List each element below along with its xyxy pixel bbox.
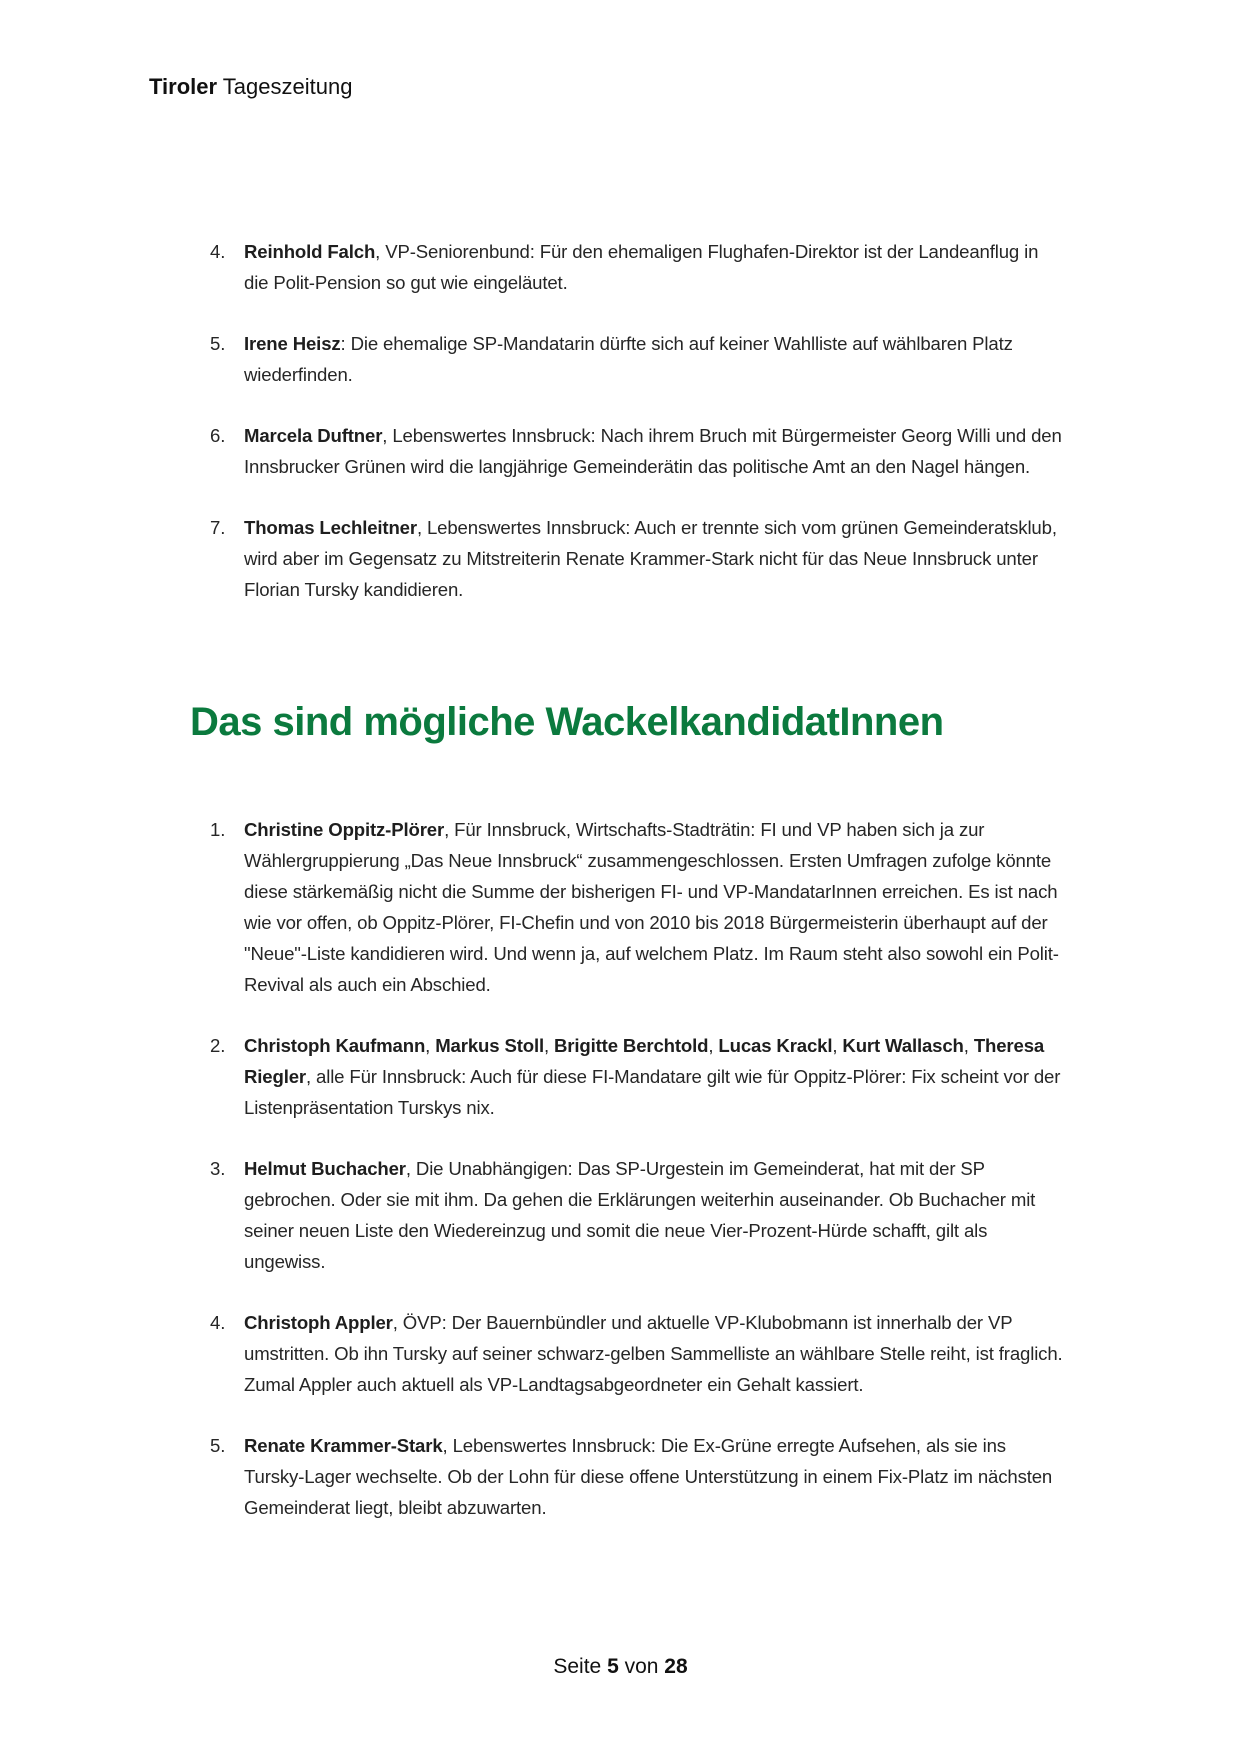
person-name: Markus Stoll xyxy=(435,1035,544,1056)
footer-middle: von xyxy=(624,1655,659,1678)
item-text: , Die Unabhängigen: Das SP-Urgestein im Gemeinderat, hat mit der SP gebrochen. Oder sie mit ihm. Da gehen die Erklärungen weiterhin auseinander. Ob Buchacher mit seiner neuen Liste den Wiedereinzug und somit die neue Vier-Prozent-Hürde schafft, gilt als ungewiss. xyxy=(244,1158,1036,1272)
item-text: : Die ehemalige SP-Mandatarin dürfte sich auf keiner Wahlliste auf wählbaren Platz wiederfinden. xyxy=(244,333,1013,385)
item-text: , alle Für Innsbruck: Auch für diese FI-Mandatare gilt wie für Oppitz-Plörer: Fix scheint vor der Listenpräsentation Turskys nix. xyxy=(244,1066,1061,1118)
total-pages: 28 xyxy=(664,1655,688,1678)
publication-header xyxy=(149,74,352,100)
item-text: , xyxy=(425,1035,436,1056)
person-name: Irene Heisz xyxy=(244,333,341,354)
item-number: 4. xyxy=(210,241,226,262)
item-text: , Für Innsbruck, Wirtschafts-Stadträtin: FI und VP haben sich ja zur Wählergruppierung „Das Neue Innsbruck“ zusammengeschlossen. Ersten Umfragen zufolge könnte diese stärkemäßig nicht die Summe der bisherigen FI- und VP-MandatarInnen erreichen. Es ist nach wie vor offen, ob Oppitz-Plörer, FI-Chefin und von 2010 bis 2018 Bürgermeisterin überhaupt auf der "Neue"-Liste kandidieren wird. Und wenn ja, auf welchem Platz. Im Raum steht also sowohl ein Polit-Revival als auch ein Abschied. xyxy=(244,819,1059,995)
item-text: , Lebenswertes Innsbruck: Auch er trennte sich vom grünen Gemeinderatsklub, wird aber im Gegensatz zu Mitstreiterin Renate Krammer-Stark nicht für das Neue Innsbruck unter Florian Tursky kandidieren. xyxy=(244,517,1057,600)
item-text: , ÖVP: Der Bauernbündler und aktuelle VP-Klubobmann ist innerhalb der VP umstritten. Ob ihn Tursky auf seiner schwarz-gelben Sammelliste an wählbare Stelle reiht, ist fraglich. Zumal Appler auch aktuell als VP-Landtagsabgeordneter ein Gehalt kassiert. xyxy=(244,1312,1063,1395)
person-name: Christoph Appler xyxy=(244,1312,393,1333)
person-name: Thomas Lechleitner xyxy=(244,517,417,538)
person-name: Brigitte Berchtold xyxy=(554,1035,709,1056)
person-name: Helmut Buchacher xyxy=(244,1158,406,1179)
person-name: Reinhold Falch xyxy=(244,241,376,262)
list-item xyxy=(0,512,1064,605)
item-text: , VP-Seniorenbund: Für den ehemaligen Flughafen-Direktor ist der Landeanflug in die Polit-Pension so gut wie eingeläutet. xyxy=(244,241,1039,293)
item-text: , xyxy=(543,1035,555,1056)
item-text: , xyxy=(963,1035,974,1056)
list-item xyxy=(0,1430,1064,1523)
brand-bold: Tiroler xyxy=(149,74,218,99)
person-name: Theresa Riegler xyxy=(244,1035,1045,1087)
list-item xyxy=(0,236,1064,298)
list-item xyxy=(0,1307,1064,1400)
item-text: , xyxy=(708,1035,719,1056)
current-page: 5 xyxy=(607,1655,619,1678)
item-number: 3. xyxy=(210,1158,226,1179)
item-text: , Lebenswertes Innsbruck: Nach ihrem Bruch mit Bürgermeister Georg Willi und den Innsbrucker Grünen wird die langjährige Gemeinderätin das politische Amt an den Nagel hängen. xyxy=(244,425,1062,477)
list-item xyxy=(0,328,1064,390)
page-footer xyxy=(0,1655,1241,1679)
wobbly-candidates-list xyxy=(0,814,1241,1553)
person-name: Lucas Krackl xyxy=(718,1035,833,1056)
item-number: 4. xyxy=(210,1312,226,1333)
list-item xyxy=(0,1153,1064,1277)
item-number: 1. xyxy=(210,819,226,840)
section-heading: Das sind mögliche WackelkandidatInnen xyxy=(190,700,944,744)
brand-regular: Tageszeitung xyxy=(222,74,353,99)
item-text: , Lebenswertes Innsbruck: Die Ex-Grüne erregte Aufsehen, als sie ins Tursky-Lager wechselte. Ob der Lohn für diese offene Unterstützung in einem Fix-Platz im nächsten Gemeinderat liegt, bleibt abzuwarten. xyxy=(244,1435,1053,1518)
item-number: 7. xyxy=(210,517,226,538)
person-name: Christine Oppitz-Plörer xyxy=(244,819,445,840)
list-item xyxy=(0,420,1064,482)
leaving-candidates-list xyxy=(0,236,1241,635)
item-number: 2. xyxy=(210,1035,226,1056)
item-number: 5. xyxy=(210,333,226,354)
item-number: 6. xyxy=(210,425,226,446)
footer-prefix: Seite xyxy=(553,1655,602,1678)
person-name: Kurt Wallasch xyxy=(842,1035,964,1056)
person-name: Christoph Kaufmann xyxy=(244,1035,426,1056)
person-name: Marcela Duftner xyxy=(244,425,383,446)
item-text: , xyxy=(832,1035,843,1056)
item-number: 5. xyxy=(210,1435,226,1456)
person-name: Renate Krammer-Stark xyxy=(244,1435,443,1456)
list-item xyxy=(0,814,1064,1000)
list-item xyxy=(0,1030,1064,1123)
